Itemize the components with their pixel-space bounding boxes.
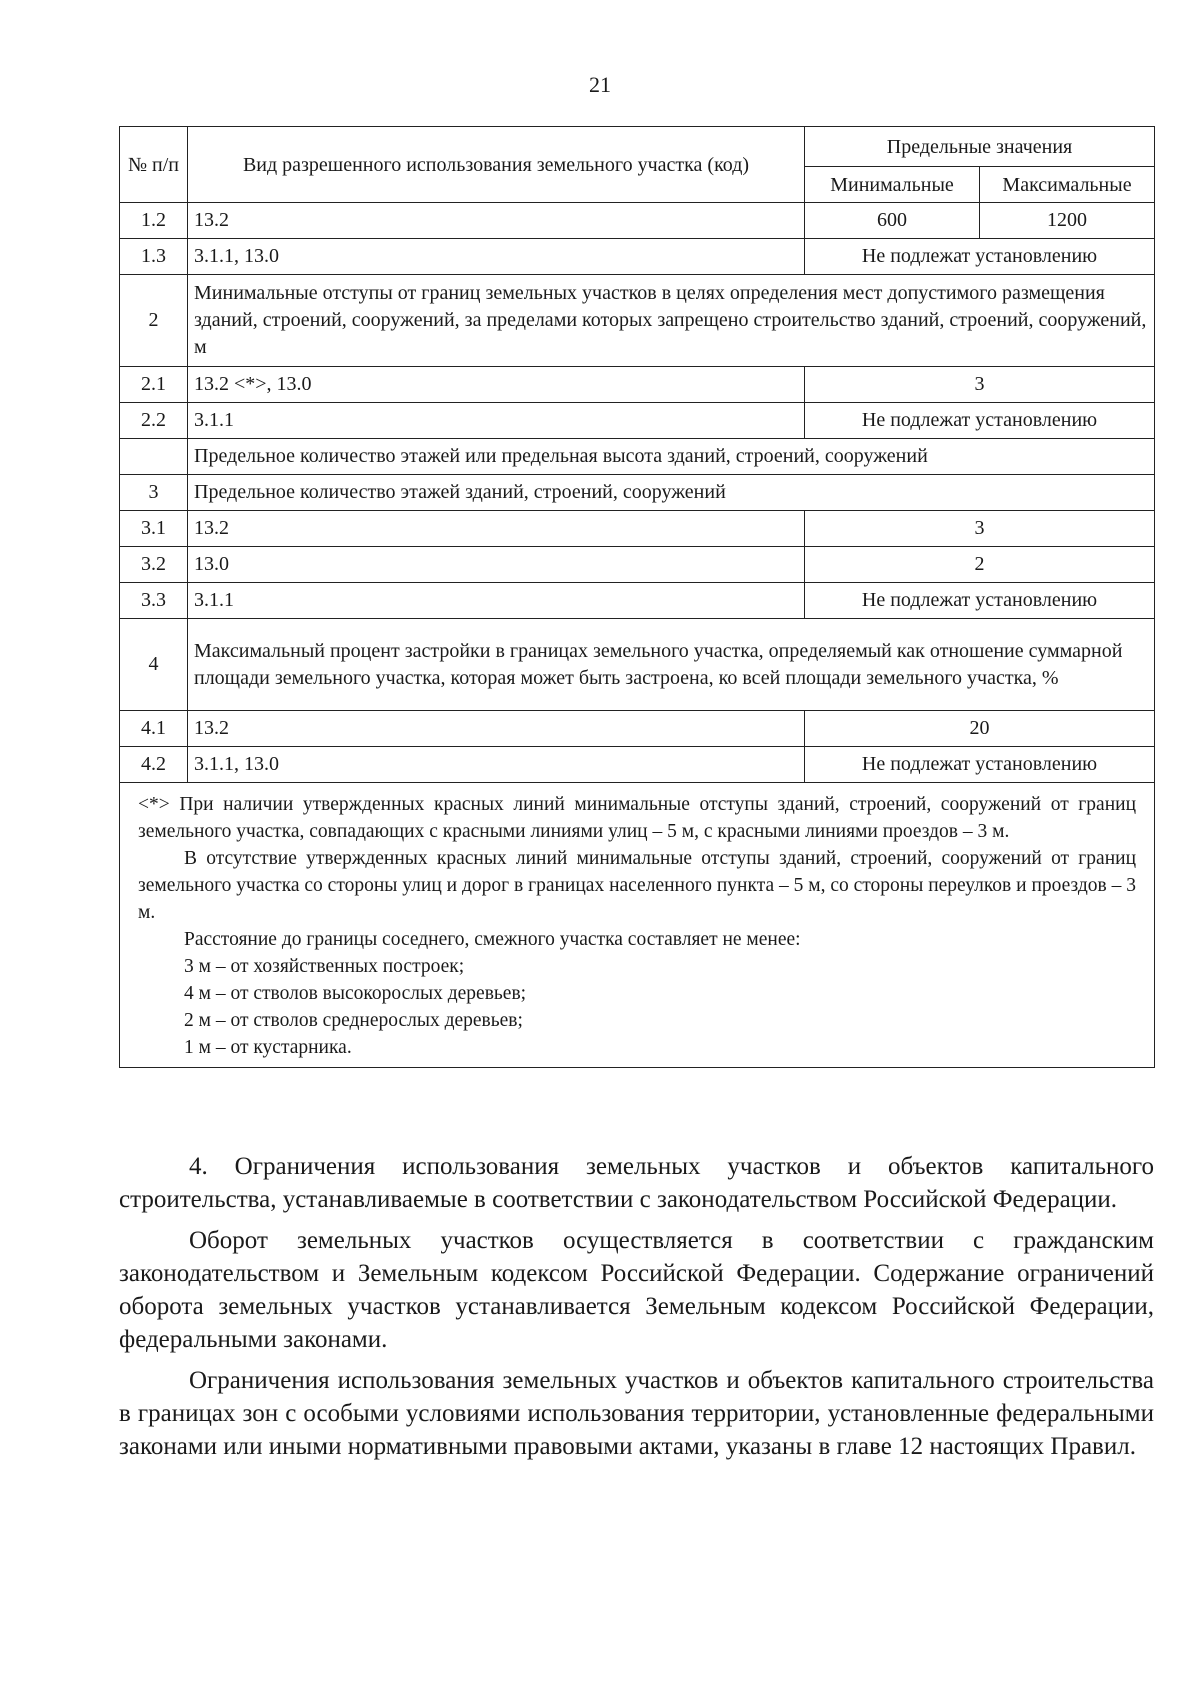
row-num: 2 xyxy=(120,275,188,367)
row-value: 3 xyxy=(805,511,1155,547)
footnote-paragraph: <*> При наличии утвержденных красных линий минимальные отступы зданий, строений, сооружений от границ земельного участка, совпадающих с красными линиями улиц – 5 м, с красными линиями проездов – 3 м. xyxy=(138,794,1137,842)
row-num: 3 xyxy=(120,475,188,511)
table-row xyxy=(120,367,1155,403)
footnote-list-item: 2 м – от стволов среднерослых деревьев; xyxy=(184,1010,523,1031)
row-value: Не подлежат установлению xyxy=(805,747,1155,783)
row-num: 1.3 xyxy=(120,239,188,275)
row-code: 13.2 xyxy=(188,711,805,747)
body-paragraph: Оборот земельных участков осуществляется в соответствии с гражданским законодательством и Земельным кодексом Российской Федерации. Содержание ограничений оборота земельных участков устанавливается Земельным кодексом Российской Федерации, федеральными законами. xyxy=(119,1227,1154,1353)
row-min: 600 xyxy=(805,203,980,239)
row-value: Не подлежат установлению xyxy=(805,583,1155,619)
table-row xyxy=(120,583,1155,619)
row-num: 1.2 xyxy=(120,203,188,239)
row-code: 3.1.1 xyxy=(188,583,805,619)
row-num: 3.3 xyxy=(120,583,188,619)
row-code: 13.2 xyxy=(188,511,805,547)
table-row xyxy=(120,547,1155,583)
row-code: 13.0 xyxy=(188,547,805,583)
row-num: 2.1 xyxy=(120,367,188,403)
land-use-limits-table xyxy=(119,126,1155,1068)
table-section-row xyxy=(120,439,1155,475)
footnote-list-item: 4 м – от стволов высокорослых деревьев; xyxy=(184,983,527,1004)
table-row xyxy=(120,239,1155,275)
row-value: Не подлежат установлению xyxy=(805,403,1155,439)
footnote-list-item: 3 м – от хозяйственных построек; xyxy=(184,956,465,977)
body-paragraph-heading: 4. Ограничения использования земельных участков и объектов капитального строительства, устанавливаемые в соответствии с законодательством Российской Федерации. xyxy=(119,1153,1154,1213)
row-num xyxy=(120,439,188,475)
header-min: Минимальные xyxy=(805,167,980,203)
row-code: 3.1.1 xyxy=(188,403,805,439)
row-value: 2 xyxy=(805,547,1155,583)
table-section-row xyxy=(120,619,1155,711)
header-max: Максимальные xyxy=(980,167,1155,203)
header-use-type: Вид разрешенного использования земельного участка (код) xyxy=(188,127,805,203)
row-num: 4.1 xyxy=(120,711,188,747)
table-footnote-row xyxy=(120,783,1155,1068)
footnote-list-item: 1 м – от кустарника. xyxy=(184,1037,352,1058)
row-num: 4.2 xyxy=(120,747,188,783)
table-footnote xyxy=(120,783,1155,1068)
header-limits: Предельные значения xyxy=(805,127,1155,167)
row-section-text: Максимальный процент застройки в границах земельного участка, определяемый как отношение суммарной площади земельного участка, которая может быть застроена, ко всей площади земельного участка, % xyxy=(188,619,1155,711)
row-section-text: Минимальные отступы от границ земельных участков в целях определения мест допустимого размещения зданий, строений, сооружений, за пределами которых запрещено строительство зданий, строений, сооружений, м xyxy=(188,275,1155,367)
table-header-row xyxy=(120,127,1155,167)
row-code: 3.1.1, 13.0 xyxy=(188,239,805,275)
row-num: 3.2 xyxy=(120,547,188,583)
row-section-text: Предельное количество этажей или предельная высота зданий, строений, сооружений xyxy=(188,439,1155,475)
row-section-text: Предельное количество этажей зданий, строений, сооружений xyxy=(188,475,1155,511)
table-row xyxy=(120,711,1155,747)
row-num: 3.1 xyxy=(120,511,188,547)
footnote-paragraph: Расстояние до границы соседнего, смежного участка составляет не менее: xyxy=(184,929,801,950)
row-num: 2.2 xyxy=(120,403,188,439)
row-code: 13.2 xyxy=(188,203,805,239)
page-number: 21 xyxy=(589,72,611,97)
row-value: Не подлежат установлению xyxy=(805,239,1155,275)
row-max: 1200 xyxy=(980,203,1155,239)
table-section-row xyxy=(120,275,1155,367)
row-num: 4 xyxy=(120,619,188,711)
table-row xyxy=(120,203,1155,239)
table-row xyxy=(120,747,1155,783)
row-value: 3 xyxy=(805,367,1155,403)
table-row xyxy=(120,511,1155,547)
row-code: 13.2 <*>, 13.0 xyxy=(188,367,805,403)
body-paragraph: Ограничения использования земельных участков и объектов капитального строительства в границах зон с особыми условиями использования территории, установленные федеральными законами или иными нормативными правовыми актами, указаны в главе 12 настоящих Правил. xyxy=(119,1367,1154,1460)
body-text xyxy=(119,1150,1154,1471)
table-row xyxy=(120,403,1155,439)
table-section-row xyxy=(120,475,1155,511)
header-num: № п/п xyxy=(120,127,188,203)
footnote-paragraph: В отсутствие утвержденных красных линий минимальные отступы зданий, строений, сооружений от границ земельного участка со стороны улиц и дорог в границах населенного пункта – 5 м, со стороны переулков и проездов – 3 м. xyxy=(138,848,1137,923)
row-code: 3.1.1, 13.0 xyxy=(188,747,805,783)
row-value: 20 xyxy=(805,711,1155,747)
